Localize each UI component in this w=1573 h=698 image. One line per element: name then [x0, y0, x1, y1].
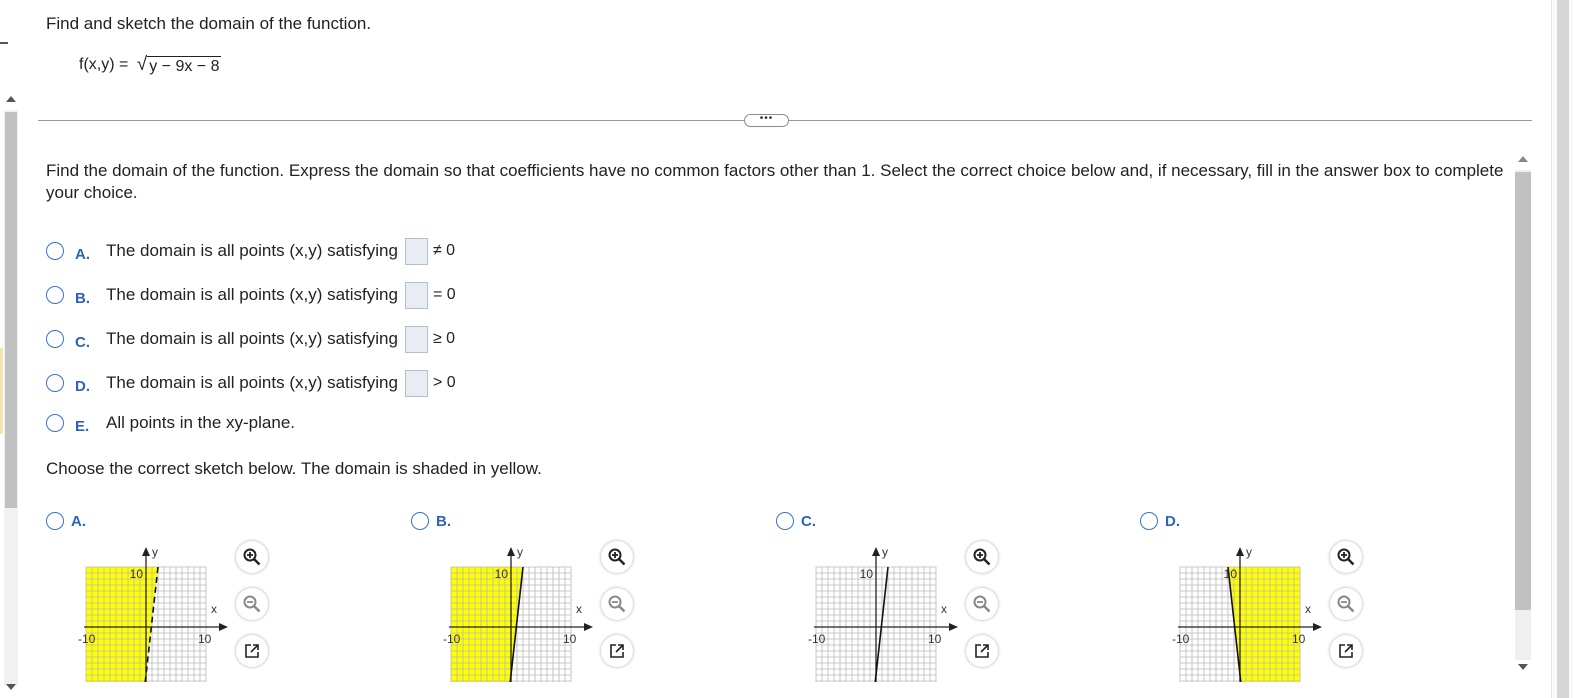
choice-letter: B. [75, 289, 90, 307]
x-axis-label: x [941, 602, 947, 616]
radicand: y − 9x − 8 [149, 58, 220, 75]
domain-graph [436, 540, 606, 682]
pop-out-icon [608, 642, 626, 660]
scroll-thumb[interactable] [5, 112, 17, 508]
x-axis-label: x [576, 602, 582, 616]
page-scroll-thumb[interactable] [1557, 0, 1569, 698]
function-definition [79, 56, 221, 76]
tick-label-right: 10 [563, 632, 577, 646]
choice-e[interactable] [46, 410, 295, 436]
y-axis-arrow [507, 547, 515, 556]
tick-label-top: 10 [1223, 567, 1237, 581]
tick-label-left: -10 [78, 632, 96, 646]
sketch-option-c[interactable] [776, 512, 1026, 692]
y-axis-arrow [872, 547, 880, 556]
x-axis-arrow [1313, 623, 1322, 631]
choice-letter: D. [75, 377, 90, 395]
sketch-option-a[interactable] [46, 512, 296, 692]
zoom-in-button[interactable] [601, 541, 633, 573]
choice-letter: A. [75, 245, 90, 263]
zoom-in-icon [1337, 548, 1355, 566]
relation-symbol: ≠ 0 [432, 242, 456, 259]
x-axis-label: x [1305, 602, 1311, 616]
pop-out-icon [1337, 642, 1355, 660]
question-prompt: Find and sketch the domain of the function. [46, 14, 372, 33]
domain-graph [1165, 540, 1335, 682]
choice-text: All points in the xy-plane. [106, 413, 295, 432]
choice-letter: C. [75, 333, 90, 351]
tick-label-left: -10 [808, 632, 826, 646]
zoom-out-button[interactable] [236, 588, 268, 620]
choice-text: The domain is all points (x,y) satisfying [106, 285, 398, 304]
option-letter: A. [71, 512, 86, 530]
zoom-in-icon [243, 548, 261, 566]
y-axis-arrow [1236, 547, 1244, 556]
sketch-option-d[interactable] [1140, 512, 1390, 692]
radio-button[interactable] [1140, 512, 1158, 530]
choice-text: The domain is all points (x,y) satisfying [106, 373, 398, 392]
option-letter: B. [436, 512, 451, 530]
radio-button[interactable] [46, 286, 64, 304]
pop-out-icon [243, 642, 261, 660]
choice-text: The domain is all points (x,y) satisfying [106, 329, 398, 348]
radio-button[interactable] [46, 374, 64, 392]
domain-graph [71, 540, 241, 682]
y-axis-label: y [1246, 545, 1252, 559]
choice-letter: E. [75, 417, 90, 435]
choice-c[interactable] [46, 326, 455, 352]
answer-input[interactable] [405, 326, 428, 353]
choice-d[interactable] [46, 370, 456, 396]
y-axis-label: y [152, 545, 158, 559]
pop-out-icon [973, 642, 991, 660]
radio-button[interactable] [46, 242, 64, 260]
answer-pane-scrollbar[interactable] [1512, 150, 1534, 680]
zoom-in-icon [608, 548, 626, 566]
zoom-in-button[interactable] [966, 541, 998, 573]
question-pane-scrollbar[interactable] [0, 90, 22, 698]
sketch-option-b[interactable] [411, 512, 661, 692]
zoom-in-button[interactable] [236, 541, 268, 573]
scroll-down-arrow-icon[interactable] [1518, 664, 1528, 670]
answer-input[interactable] [405, 238, 428, 265]
pop-out-button[interactable] [1330, 635, 1362, 667]
square-root [137, 56, 222, 76]
zoom-out-icon [608, 595, 626, 613]
zoom-out-icon [1337, 595, 1355, 613]
y-axis-label: y [517, 545, 523, 559]
scroll-thumb[interactable] [1515, 172, 1531, 610]
relation-symbol: = 0 [432, 286, 456, 303]
zoom-in-button[interactable] [1330, 541, 1362, 573]
radio-button[interactable] [411, 512, 429, 530]
zoom-out-icon [243, 595, 261, 613]
pop-out-button[interactable] [236, 635, 268, 667]
zoom-out-button[interactable] [1330, 588, 1362, 620]
y-axis-label: y [882, 545, 888, 559]
zoom-out-button[interactable] [966, 588, 998, 620]
page-scrollbar[interactable] [1551, 0, 1573, 698]
x-axis-arrow [584, 623, 593, 631]
option-letter: C. [801, 512, 816, 530]
relation-symbol: > 0 [432, 374, 456, 391]
radio-button[interactable] [776, 512, 794, 530]
radio-button[interactable] [46, 330, 64, 348]
tick-label-right: 10 [1292, 632, 1306, 646]
sketch-prompt: Choose the correct sketch below. The domain is shaded in yellow. [46, 459, 542, 478]
choice-a[interactable] [46, 238, 455, 264]
zoom-out-icon [973, 595, 991, 613]
tick-label-top: 10 [859, 567, 873, 581]
radio-button[interactable] [46, 512, 64, 530]
tick-label-left: -10 [1172, 632, 1190, 646]
scroll-down-arrow-icon[interactable] [6, 684, 16, 690]
zoom-in-icon [973, 548, 991, 566]
x-axis-label: x [211, 602, 217, 616]
pop-out-button[interactable] [966, 635, 998, 667]
domain-graph [801, 540, 971, 682]
tick-label-top: 10 [494, 567, 508, 581]
part1-instructions: Find the domain of the function. Express the domain so that coefficients have no common factors other than 1. Select the correct choice below and, if necessary, fill in the answer box to complete your choice. [46, 161, 1504, 202]
answer-input[interactable] [405, 370, 428, 397]
radio-button[interactable] [46, 414, 64, 432]
y-axis-arrow [142, 547, 150, 556]
frame-edge-mark [0, 42, 8, 44]
zoom-out-button[interactable] [601, 588, 633, 620]
scroll-up-arrow-icon[interactable] [6, 96, 16, 102]
answer-input[interactable] [405, 282, 428, 309]
option-letter: D. [1165, 512, 1180, 530]
x-axis-arrow [219, 623, 228, 631]
relation-symbol: ≥ 0 [432, 330, 456, 347]
x-axis-arrow [949, 623, 958, 631]
scroll-up-arrow-icon[interactable] [1518, 156, 1528, 162]
tick-label-right: 10 [198, 632, 212, 646]
tick-label-left: -10 [443, 632, 461, 646]
tick-label-right: 10 [928, 632, 942, 646]
choice-b[interactable] [46, 282, 456, 308]
function-name: f(x,y) = [79, 56, 133, 73]
tick-label-top: 10 [129, 567, 143, 581]
divider-handle[interactable]: ••• [744, 114, 789, 127]
pop-out-button[interactable] [601, 635, 633, 667]
root-symbol: √ [136, 54, 148, 75]
choice-text: The domain is all points (x,y) satisfying [106, 241, 398, 260]
